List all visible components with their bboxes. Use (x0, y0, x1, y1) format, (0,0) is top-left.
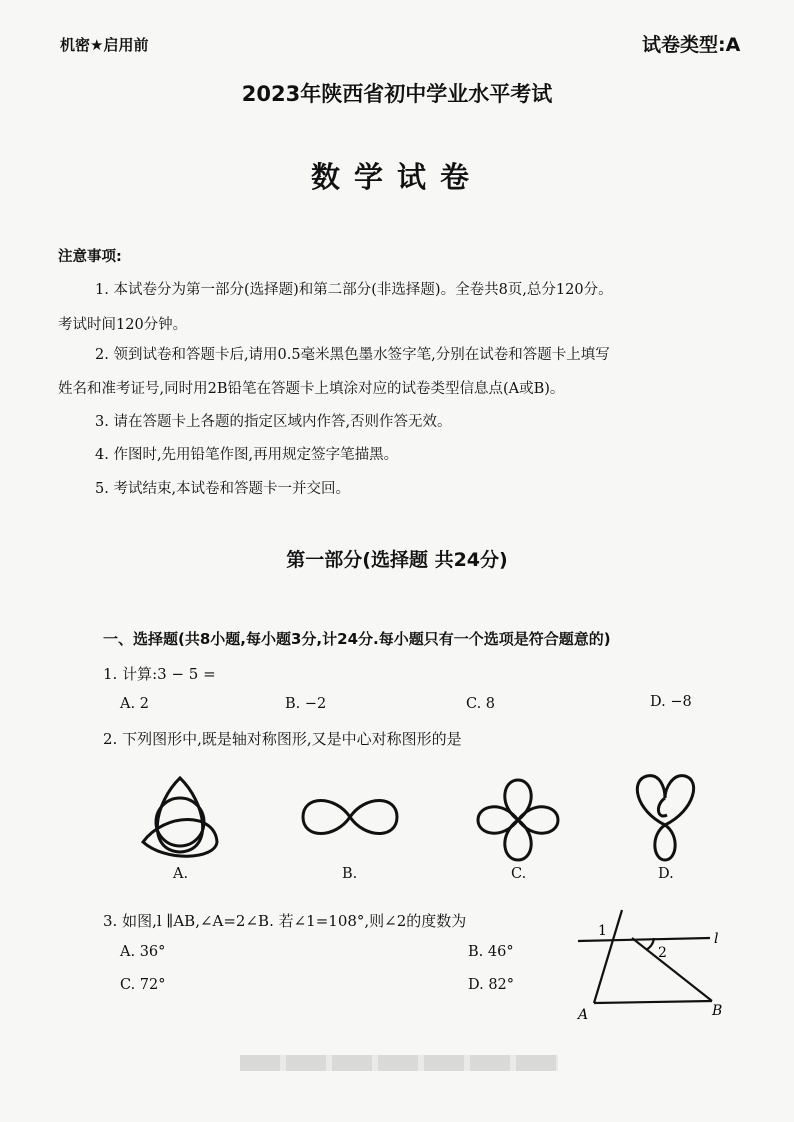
question-1-stem: 1. 计算:3 − 5 = (103, 665, 216, 683)
note-item: 2. 领到试卷和答题卡后,请用0.5毫米黑色墨水签字笔,分别在试卷和答题卡上填写 (95, 347, 610, 363)
note-item: 考试时间120分钟。 (58, 317, 188, 333)
q2-option-d: D. (658, 866, 674, 882)
note-item: 3. 请在答题卡上各题的指定区域内作答,否则作答无效。 (95, 414, 452, 430)
heart-loop-figure (625, 770, 705, 865)
q2-option-a: A. (173, 866, 189, 882)
paper-type-label: 试卷类型:A (642, 34, 741, 56)
note-item: 4. 作图时,先用铅笔作图,再用规定签字笔描黑。 (95, 447, 399, 463)
point-b-label: B (712, 1003, 723, 1019)
q2-option-c: C. (511, 866, 527, 882)
question-3-stem: 3. 如图,l ∥AB,∠A=2∠B. 若∠1=108°,则∠2的度数为 (103, 912, 467, 930)
q3-option-a: A. 36° (120, 944, 166, 960)
parallel-lines-figure (570, 905, 730, 1025)
angle-2-label: 2 (658, 945, 667, 961)
q3-option-b: B. 46° (468, 944, 514, 960)
infinity-figure (295, 790, 405, 845)
trefoil-knot-figure (135, 772, 225, 862)
note-item: 5. 考试结束,本试卷和答题卡一并交回。 (95, 481, 351, 497)
q3-option-d: D. 82° (468, 977, 515, 993)
note-item: 1. 本试卷分为第一部分(选择题)和第二部分(非选择题)。全卷共8页,总分120分。 (95, 282, 613, 298)
four-leaf-figure (473, 775, 563, 865)
notes-heading: 注意事项: (58, 249, 122, 265)
blurred-watermark (240, 1055, 558, 1071)
q1-option-b: B. −2 (285, 696, 327, 712)
question-2-stem: 2. 下列图形中,既是轴对称图形,又是中心对称图形的是 (103, 730, 462, 748)
exam-title: 2023年陕西省初中学业水平考试 (241, 82, 553, 106)
line-l-label: l (714, 931, 719, 947)
subject-title: 数学试卷 (310, 160, 483, 194)
note-item: 姓名和准考证号,同时用2B铅笔在答题卡上填涂对应的试卷类型信息点(A或B)。 (58, 381, 565, 397)
q1-option-a: A. 2 (120, 696, 149, 712)
q2-option-b: B. (342, 866, 358, 882)
confidential-label: 机密★启用前 (60, 36, 149, 54)
part1-title: 第一部分(选择题 共24分) (286, 549, 508, 571)
section-instructions: 一、选择题(共8小题,每小题3分,计24分.每小题只有一个选项是符合题意的) (103, 630, 611, 648)
point-a-label: A (578, 1007, 589, 1023)
q1-option-d: D. −8 (650, 694, 692, 710)
q3-option-c: C. 72° (120, 977, 166, 993)
angle-1-label: 1 (598, 923, 607, 939)
q1-option-c: C. 8 (466, 696, 496, 712)
